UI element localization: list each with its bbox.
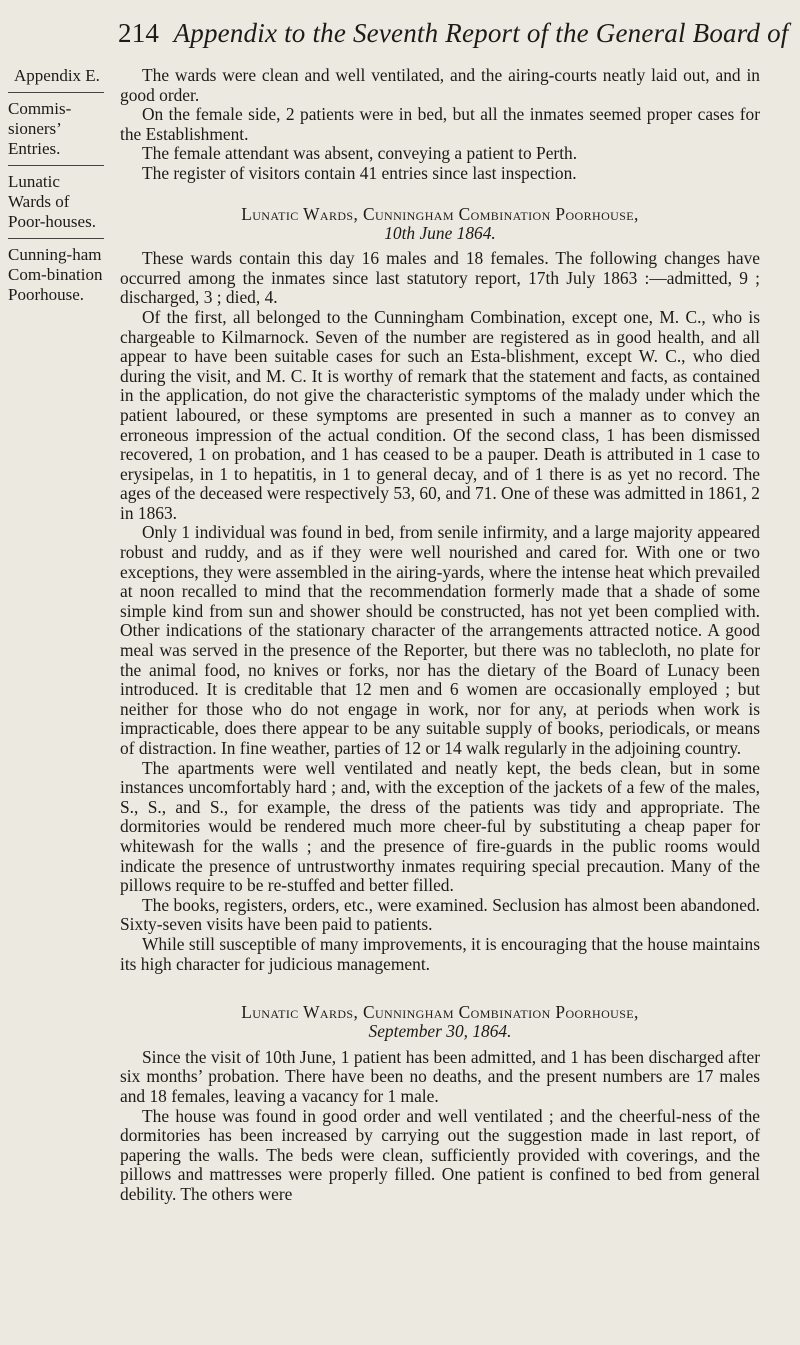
margin-notes	[8, 66, 104, 317]
intro-paragraph-2: On the female side, 2 patients were in bed, but all the inmates seemed proper cases for the Establishment.	[120, 104, 760, 144]
section-1-paragraph-3: Only 1 individual was found in bed, from senile infirmity, and a large majority appeared robust and ruddy, and as if they were well nourished and cared for. With one or two exceptions, they were assembled in the airing-yards, where the intense heat which prevailed at noon recalled to mind that the recommendation formerly made that a shade of some simple kind from sun and shower should be constructed, has not yet been complied with. Other indications of the stationary character of the arrangements attracted notice. A good meal was served in the presence of the Reporter, but there was no tablecloth, no plate for the animal food, no knives or forks, nor has the dietary of the Board of Lunacy been introduced. It is creditable that 12 men and 6 women are occasionally employed ; but neither for those who do not engage in work, nor for any, at periods when work is impracticable, does there appear to be any suitable supply of books, periodicals, or means of distraction. In fine weather, parties of 12 or 14 walk regularly in the adjoining country.	[120, 522, 760, 758]
margin-note-lunatic-wards: Lunatic Wards of Poor-houses.	[8, 172, 104, 239]
section-1-heading: Lunatic Wards, Cunningham Combination Poorhouse,	[241, 203, 639, 224]
section-1-paragraph-6: While still susceptible of many improvements, it is encouraging that the house maintains its high character for judicious management.	[120, 933, 760, 974]
section-1-paragraph-5: The books, registers, orders, etc., were examined. Seclusion has almost been abandoned. Sixty-seven visits have been paid to patients.	[120, 894, 760, 935]
margin-note-cunningham: Cunning-ham Com-bination Poorhouse.	[8, 245, 103, 304]
section-1-paragraph-4: The apartments were well ventilated and neatly kept, the beds clean, but in some instances uncomfortably hard ; and, with the exception of the jackets of a few of the males, S., S., and S., for example, the dress of the patients was tidy and appropriate. The dormitories would be rendered much more cheer-ful by substituting a cheap paper for whitewash for the walls ; and the presence of fire-guards in the public rooms would indicate the presence of untrustworthy inmates requiring special precaution. Many of the pillows require to be re-stuffed and better filled.	[120, 757, 760, 896]
section-1-paragraph-2: Of the first, all belonged to the Cunningham Combination, except one, M. C., who is chargeable to Kilmarnock. Seven of the number are registered as in good health, and all appear to have been suitable cases for such an Esta-blishment, except W. C., who died during the visit, and M. C. It is worthy of remark that the statement and facts, as contained in the application, do not give the characteristic symptoms of the malady under which the patient laboured, or these symptoms are presented in such a manner as to convey an erroneous impression of the actual condition. Of the second class, 1 has been dismissed recovered, 1 on probation, and 1 has ceased to be a pauper. Death is attributed in 1 case to erysipelas, in 1 to hepatitis, in 1 to general decay, and of 1 there is as yet no record. The ages of the deceased were respectively 53, 60, and 71. One of these was admitted in 1861, 2 in 1863.	[120, 306, 760, 523]
section-2-paragraph-1: Since the visit of 10th June, 1 patient has been admitted, and 1 has been discharged after six months’ probation. There have been no deaths, and the present numbers are 17 males and 18 females, leaving a vacancy for 1 male.	[120, 1046, 760, 1106]
section-1-paragraph-1: These wards contain this day 16 males and 18 females. The following changes have occurred among the inmates since last statutory report, 17th July 1863 :—admitted, 9 ; discharged, 3 ; died, 4.	[120, 248, 760, 308]
main-text	[120, 66, 760, 1204]
page-number: 214	[118, 18, 160, 48]
margin-note-commissioners: Commis-sioners’ Entries.	[8, 99, 104, 166]
running-header	[118, 18, 789, 49]
section-2-paragraph-2: The house was found in good order and well ventilated ; and the cheerful-ness of the dormitories has been increased by carrying out the suggestion made in last report, of papering the walls. The beds were clean, sufficiently provided with coverings, and the pillows and mattresses were properly filled. One patient is confined to bed from general debility. The others were	[120, 1105, 760, 1204]
section-1-date: 10th June 1864.	[384, 222, 496, 243]
section-2-heading: Lunatic Wards, Cunningham Combination Poorhouse,	[241, 1002, 639, 1023]
intro-paragraph-1: The wards were clean and well ventilated, and the airing-courts neatly laid out, and in good order.	[120, 65, 760, 105]
intro-paragraph-3: The female attendant was absent, conveying a patient to Perth.	[142, 143, 578, 164]
running-title: Appendix to the Seventh Report of the General Board of	[173, 18, 789, 48]
margin-note-appendix: Appendix E.	[8, 66, 104, 93]
intro-paragraph-4: The register of visitors contain 41 entries since last inspection.	[142, 162, 577, 183]
section-2-date: September 30, 1864.	[368, 1021, 512, 1042]
